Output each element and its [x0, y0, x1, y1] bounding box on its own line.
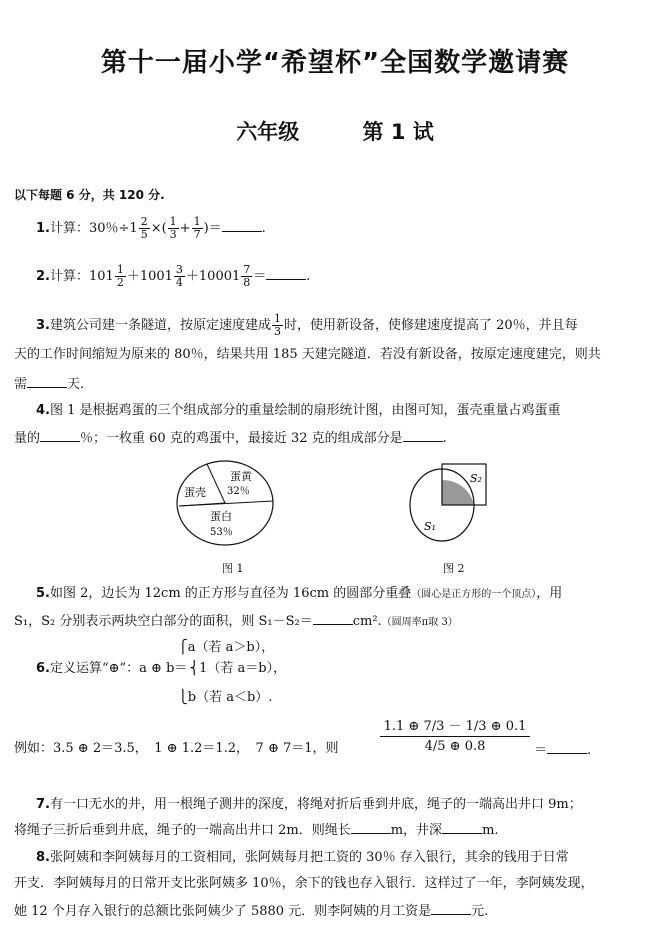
question-number: 5.	[36, 586, 50, 601]
answer-blank[interactable]	[27, 374, 67, 388]
question-8-line-1	[14, 849, 670, 867]
q5-text: 如图 2，边长为 12cm 的正方形与直径为 16cm 的圆部分重叠	[49, 586, 412, 601]
answer-blank[interactable]	[266, 266, 306, 280]
pie-value-yolk: 32％	[227, 486, 250, 497]
q2-term: ＋1001	[126, 269, 173, 284]
instructions: 以下每题 6 分，共 120 分.	[14, 188, 165, 202]
q1-text: 计算：30％÷1	[49, 221, 138, 236]
figure-1-pie-chart	[170, 458, 290, 548]
round-label: 第 1 试	[362, 120, 434, 144]
compound-fraction	[380, 715, 530, 754]
q7-text: m，井深	[390, 823, 443, 838]
fraction-numerator: 1.1 ⊕ 7/3 － 1/3 ⊕ 0.1	[380, 715, 530, 737]
q8-text: 她 12 个月存入银行的总额比张阿姨少了 5880 元．则李阿姨的月工资是	[14, 904, 432, 919]
figure-2-diagram	[398, 460, 498, 550]
q2-term: ＋10001	[185, 269, 241, 284]
question-4-line-1	[14, 402, 670, 420]
question-7-line-2	[14, 820, 660, 840]
q3-text: 时，使用新设备，使修建速度提高了 20％，并且每	[284, 318, 578, 333]
question-6-answer	[534, 740, 654, 760]
question-7-line-1	[14, 796, 670, 814]
q1-op: ×(	[150, 221, 167, 236]
question-number: 2.	[36, 269, 50, 284]
answer-blank[interactable]	[222, 218, 262, 232]
answer-blank[interactable]	[313, 611, 353, 625]
pie-slice-divider	[179, 501, 273, 506]
q4-text: 图 1 是根据鸡蛋的三个组成部分的重量绘制的扇形统计图，由图可知，蛋壳重量占鸡蛋重	[49, 403, 561, 418]
fraction-denominator: 4/5 ⊕ 0.8	[424, 739, 486, 754]
answer-blank[interactable]	[431, 901, 471, 915]
page-title: 第十一届小学“希望杯”全国数学邀请赛	[100, 48, 570, 78]
pie-label-white: 蛋白	[210, 510, 232, 523]
q8-text: 元.	[471, 904, 489, 919]
question-number: 8.	[36, 850, 50, 865]
q7-text: m.	[482, 823, 499, 838]
pie-label-yolk: 蛋黄	[230, 470, 252, 483]
q5-note: （圆心是正方形的一个顶点）	[411, 589, 537, 600]
fraction: $\frac{7}{8}$	[243, 263, 251, 289]
question-8-line-2: 开支．李阿姨每月的日常开支比张阿姨多 10％，余下的钱也存入银行．这样过了一年，李阿姨发现，	[14, 876, 594, 891]
q7-text: 有一口无水的井，用一根绳子测井的深度，将绳对折后垂到井底，绳子的一端高出井口 9m；	[49, 797, 582, 812]
label-s1: S₁	[424, 520, 436, 533]
question-1	[14, 216, 670, 241]
fraction: $\frac{1}{3}$	[169, 215, 177, 241]
q1-tail: .	[261, 221, 266, 236]
q6-tail: .	[587, 743, 592, 758]
answer-blank[interactable]	[403, 428, 443, 442]
fraction: $\frac{3}{4}$	[175, 263, 183, 289]
q7-text: 将绳子三折后垂到井底，绳子的一端高出井口 2m．则绳长	[14, 823, 351, 838]
q4-text: 量的	[14, 431, 41, 446]
q2-tail: .	[306, 269, 311, 284]
grade-label: 六年级	[236, 120, 300, 144]
pie-value-white: 53％	[210, 527, 233, 538]
figure-2-caption: 图 2	[443, 562, 465, 575]
operation-case-3: ⎩b（若 a＜b）.	[178, 690, 273, 705]
question-3-line-2: 天的工作时间缩短为原来的 80％，结果共用 185 天建完隧道．若没有新设备，按原定速度建完，则共	[14, 347, 601, 362]
question-5-line-1	[14, 585, 670, 604]
answer-blank[interactable]	[547, 740, 587, 754]
question-8-line-3	[14, 901, 660, 921]
q2-text: 计算：101	[49, 269, 114, 284]
answer-blank[interactable]	[40, 428, 80, 442]
q4-text: .	[442, 431, 447, 446]
q3-text: 需	[14, 377, 28, 392]
q6-definition: 定义运算“⊕”：a ⊕ b＝	[49, 661, 188, 676]
question-number: 7.	[36, 797, 50, 812]
question-number: 1.	[36, 221, 50, 236]
q1-end: )＝	[203, 221, 222, 236]
answer-blank[interactable]	[351, 820, 391, 834]
q3-text: 天.	[67, 377, 85, 392]
question-number: 4.	[36, 403, 50, 418]
operation-case-1: ⎧a（若 a＞b），	[178, 640, 275, 655]
fraction: $\frac{1}{2}$	[116, 263, 124, 289]
fraction: $\frac{1}{3}$	[274, 312, 281, 338]
question-number: 6.	[36, 661, 50, 676]
operation-case-2: ⎨1（若 a＝b），	[189, 661, 287, 676]
question-3-line-3	[14, 374, 660, 394]
answer-blank[interactable]	[442, 820, 482, 834]
label-s2: S₂	[470, 472, 482, 485]
q5-text: S₁，S₂ 分别表示两块空白部分的面积，则 S₁－S₂＝	[14, 614, 313, 629]
question-6-example: 例如：3.5 ⊕ 2＝3.5， 1 ⊕ 1.2＝1.2， 7 ⊕ 7＝1，则	[14, 741, 339, 756]
question-number: 3.	[36, 318, 50, 333]
q3-text: 建筑公司建一条隧道，按原定速度建成	[49, 318, 271, 333]
fraction: $\frac{1}{7}$	[193, 215, 201, 241]
question-5-line-2	[14, 611, 660, 632]
q4-text: ％；一枚重 60 克的鸡蛋中，最接近 32 克的组成部分是	[80, 431, 403, 446]
question-6-line-1	[14, 660, 670, 678]
q8-text: 张阿姨和李阿姨每月的工资相同，张阿姨每月把工资的 30％ 存入银行，其余的钱用于日常	[49, 850, 569, 865]
question-3-line-1	[14, 313, 670, 338]
q5-note: （圆周率π取 3）	[381, 617, 458, 628]
figure-1-caption: 图 1	[222, 562, 244, 575]
q5-text: cm².	[352, 614, 382, 629]
q2-end: ＝	[253, 269, 267, 284]
q1-plus: +	[179, 221, 191, 236]
pie-slice-divider	[207, 464, 225, 503]
q6-eq: ＝	[534, 743, 548, 758]
pie-label-shell: 蛋壳	[184, 486, 206, 499]
fraction: $\frac{2}{5}$	[140, 215, 148, 241]
question-4-line-2	[14, 428, 660, 448]
q5-text: ，用	[536, 586, 563, 601]
exam-subtitle	[0, 116, 670, 146]
question-2	[14, 264, 670, 289]
